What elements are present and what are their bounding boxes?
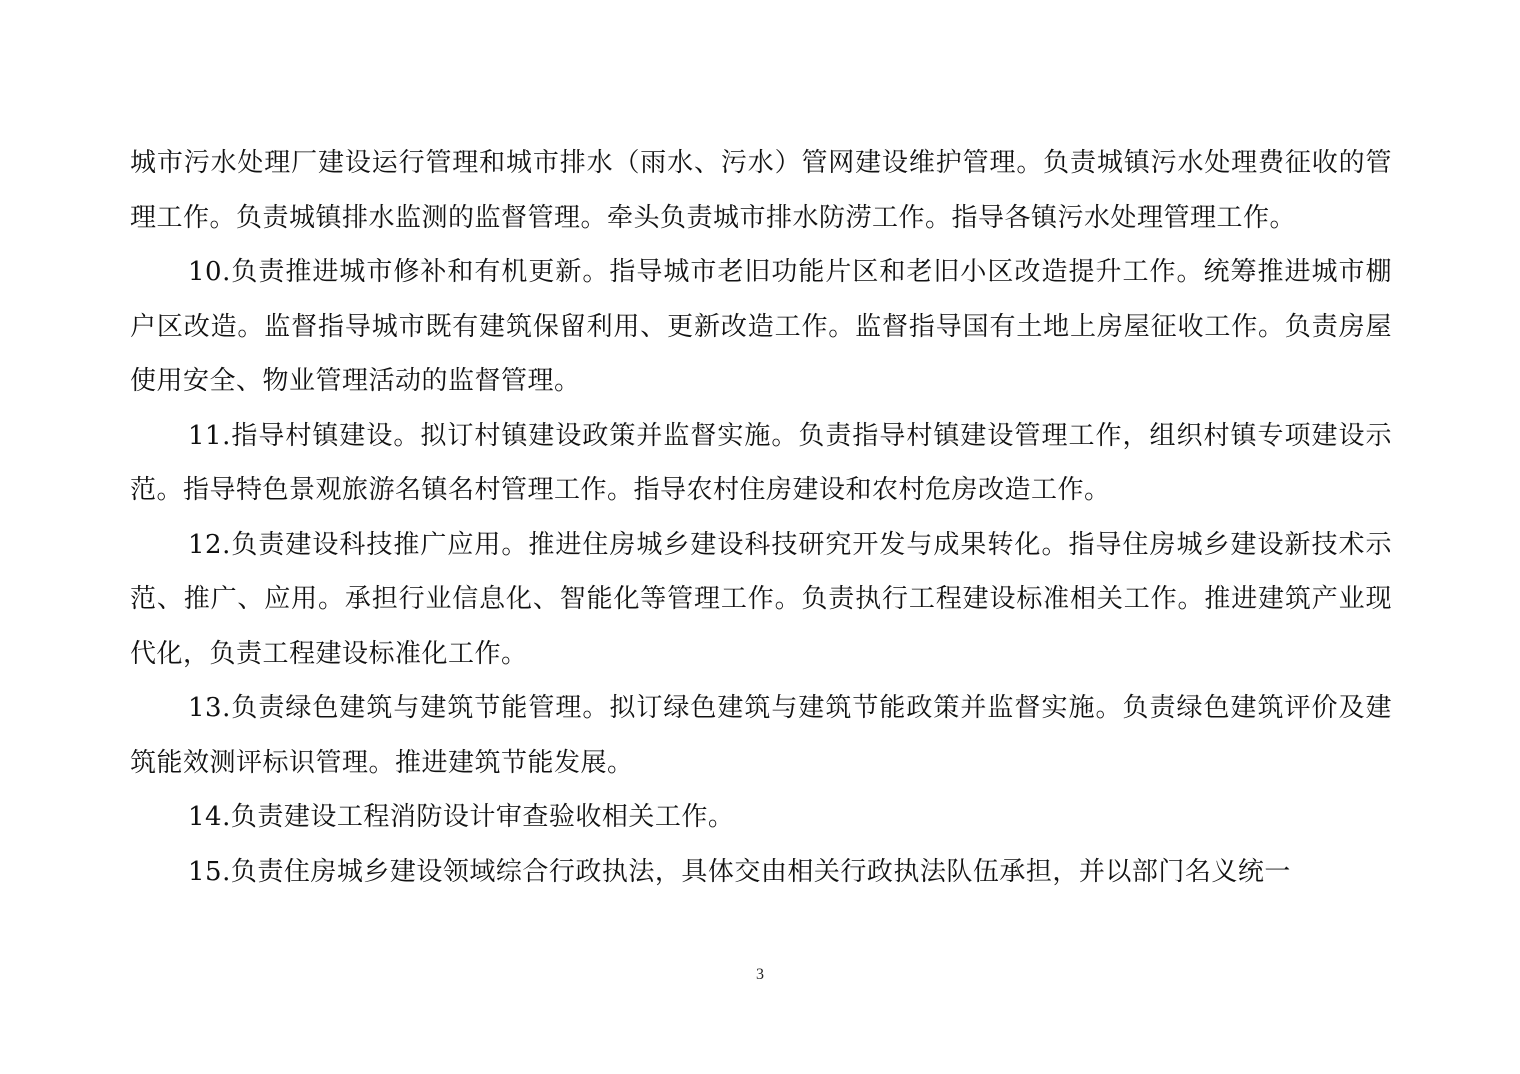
paragraph-9-continued (130, 136, 1392, 245)
text-line: 城市污水处理厂建设运行管理和城市排水（雨水、污水）管网建设维护管理。负责城镇污水处理费征 (130, 148, 1312, 178)
paragraph-12 (130, 518, 1392, 682)
body-text (130, 136, 1392, 899)
paragraph-14 (130, 790, 1392, 845)
text-line: 技术示范、推广、应用。承担行业信息化、智能化等管理工作。负责执行工程建设标准相关工作。推 (130, 529, 1392, 614)
paragraph-13 (130, 681, 1392, 790)
text-line: 10.负责推进城市修补和有机更新。指导城市老旧功能片区和老旧小区改造提升工作。统筹推进 (188, 257, 1312, 287)
text-line: 15.负责住房城乡建设领域综合行政执法，具体交由相关行政执法队伍承担，并以部门名义统一 (188, 856, 1291, 887)
paragraph-15 (130, 845, 1392, 900)
text-line: 12.负责建设科技推广应用。推进住房城乡建设科技研究开发与成果转化。指导住房城乡建设新 (188, 529, 1312, 560)
text-line: 收的管理工作。负责城镇排水监测的监督管理。牵头负责城市排水防涝工作。指导各镇污水处理管理 (130, 148, 1392, 233)
page-number: 3 (756, 966, 764, 983)
text-line: 11.指导村镇建设。拟订村镇建设政策并监督实施。负责指导村镇建设管理工作，组织村镇专项 (188, 420, 1312, 451)
text-line: 13.负责绿色建筑与建筑节能管理。拟订绿色建筑与建筑节能政策并监督实施。负责绿色建筑评 (188, 693, 1312, 723)
text-line: 价及建筑能效测评标识管理。推进建筑节能发展。 (130, 693, 1392, 778)
text-line: 建设示范。指导特色景观旅游名镇名村管理工作。指导农村住房建设和农村危房改造工作。 (130, 420, 1392, 505)
paragraph-10 (130, 245, 1392, 409)
text-line: 工作。 (1216, 202, 1297, 233)
text-line: 作。负责房屋使用安全、物业管理活动的监督管理。 (130, 311, 1392, 396)
text-line: 14.负责建设工程消防设计审查验收相关工作。 (188, 802, 735, 832)
text-line: 城市棚户区改造。监督指导城市既有建筑保留利用、更新改造工作。监督指导国有土地上房屋征收工 (130, 257, 1392, 342)
paragraph-11 (130, 409, 1392, 518)
text-line: 进建筑产业现代化，负责工程建设标准化工作。 (130, 584, 1392, 669)
